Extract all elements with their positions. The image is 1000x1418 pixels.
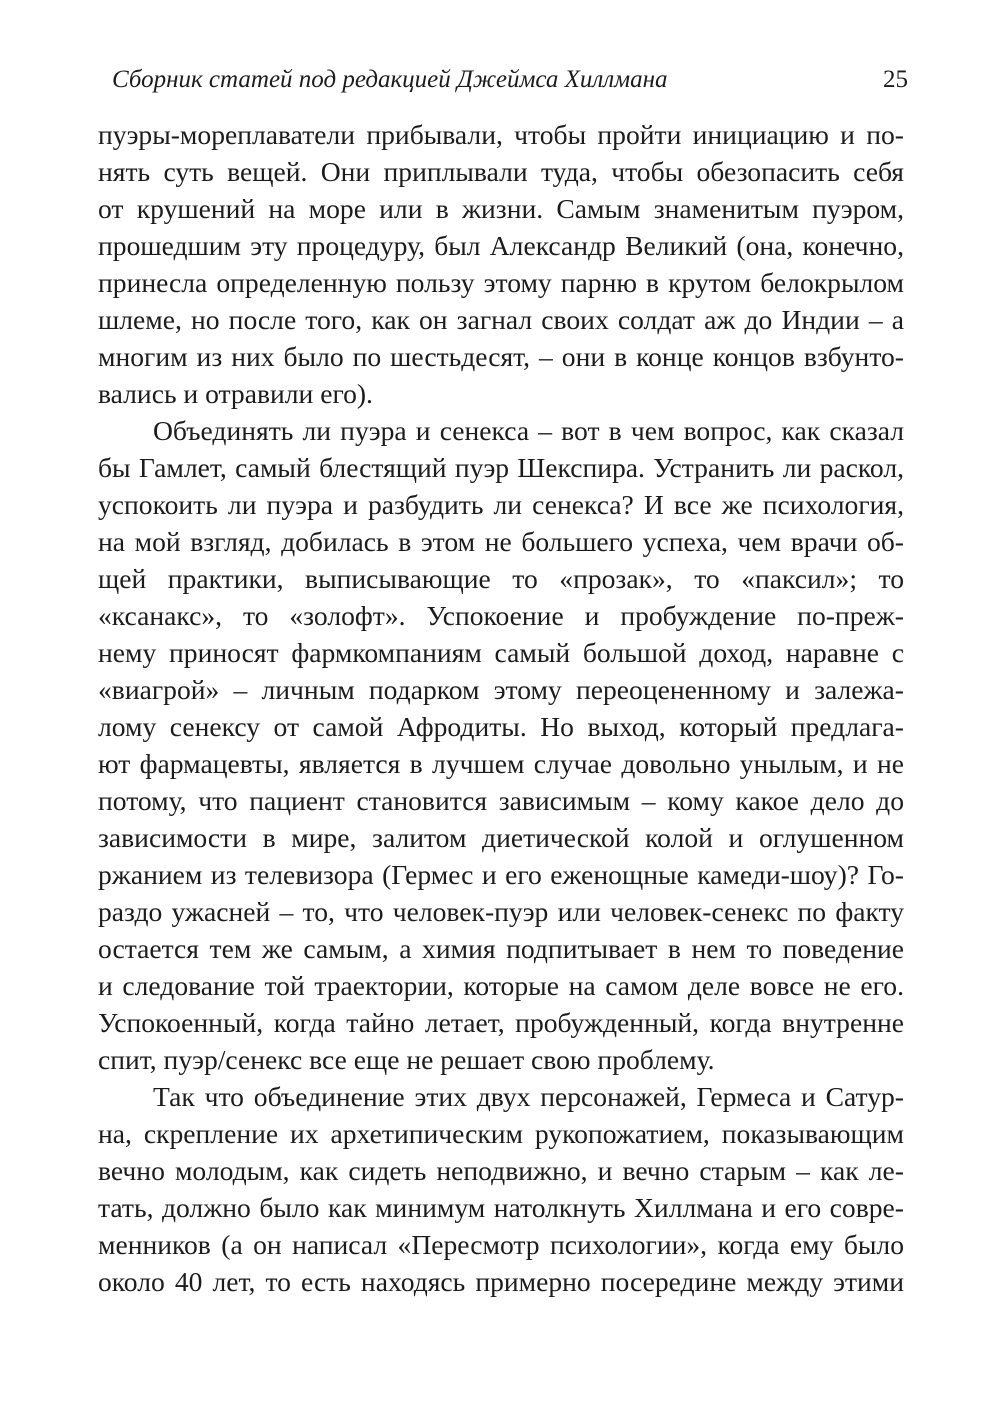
text-line: пуэры-мореплаватели прибывали, чтобы пройти инициацию и по- (98, 119, 904, 150)
text-line: потому, что пациент становится зависимым – кому какое дело до (98, 785, 904, 816)
text-line: остается тем же самым, а химия подпитывает в нем то поведение (98, 933, 904, 964)
running-header (112, 60, 908, 100)
running-title: Сборник статей под редакцией Джеймса Хиллмана (112, 66, 668, 93)
text-line: Так что объединение этих двух персонажей, Гермеса и Сатур- (153, 1081, 904, 1112)
text-line: «ксанакс», то «золофт». Успокоение и пробуждение по-преж- (98, 600, 904, 631)
text-line: многим из них было по шестьдесят, – они в конце концов взбунто- (98, 341, 904, 372)
text-line: ржанием из телевизора (Гермес и его еженощные камеди-шоу)? Го- (98, 859, 904, 890)
text-line: Объединять ли пуэра и сенекса – вот в чем вопрос, как сказал (153, 415, 904, 446)
text-line: щей практики, выписывающие то «прозак», то «паксил»; то (98, 563, 904, 594)
text-line: и следование той траектории, которые на самом деле вовсе не его. (98, 970, 904, 1001)
text-line: бы Гамлет, самый блестящий пуэр Шекспира. Устранить ли раскол, (98, 452, 904, 483)
text-line: принесла определенную пользу этому парню в крутом белокрылом (98, 267, 904, 298)
paragraph-3 (98, 1078, 904, 1300)
page-number: 25 (883, 66, 908, 93)
paragraph-2 (98, 412, 904, 1078)
text-line: спит, пуэр/сенекс все еще не решает свою проблему. (98, 1044, 715, 1075)
text-line: менников (а он написал «Пересмотр психологии», когда ему было (98, 1229, 904, 1260)
text-line: от крушений на море или в жизни. Самым знаменитым пуэром, (98, 193, 904, 224)
body-text (98, 116, 904, 1300)
text-line: успокоить ли пуэра и разбудить ли сенекса? И все же психология, (98, 489, 904, 520)
text-line: прошедшим эту процедуру, был Александр Великий (она, конечно, (98, 230, 904, 261)
text-line: ют фармацевты, является в лучшем случае довольно унылым, и не (98, 748, 904, 779)
text-line: раздо ужасней – то, что человек-пуэр или человек-сенекс по факту (98, 896, 904, 927)
text-line: нять суть вещей. Они приплывали туда, чтобы обезопасить себя (98, 156, 904, 187)
text-line: около 40 лет, то есть находясь примерно посередине между этими (98, 1266, 904, 1297)
text-line: зависимости в мире, залитом диетической колой и оглушенном (98, 822, 904, 853)
text-line: шлеме, но после того, как он загнал своих солдат аж до Индии – а (98, 304, 904, 335)
paragraph-1 (98, 116, 904, 412)
text-line: нему приносят фармкомпаниям самый большой доход, наравне с (98, 637, 904, 668)
text-line: вались и отравили его). (98, 378, 373, 409)
text-line: «виагрой» – личным подарком этому переоцененному и залежа- (98, 674, 904, 705)
text-line: лому сенексу от самой Афродиты. Но выход, который предлага- (98, 711, 904, 742)
text-line: на мой взгляд, добилась в этом не большего успеха, чем врачи об- (98, 526, 904, 557)
text-line: вечно молодым, как сидеть неподвижно, и вечно старым – как ле- (98, 1155, 904, 1186)
text-line: Успокоенный, когда тайно летает, пробужденный, когда внутренне (98, 1007, 904, 1038)
text-line: тать, должно было как минимум натолкнуть Хиллмана и его совре- (98, 1192, 904, 1223)
text-line: на, скрепление их архетипическим рукопожатием, показывающим (98, 1118, 904, 1149)
